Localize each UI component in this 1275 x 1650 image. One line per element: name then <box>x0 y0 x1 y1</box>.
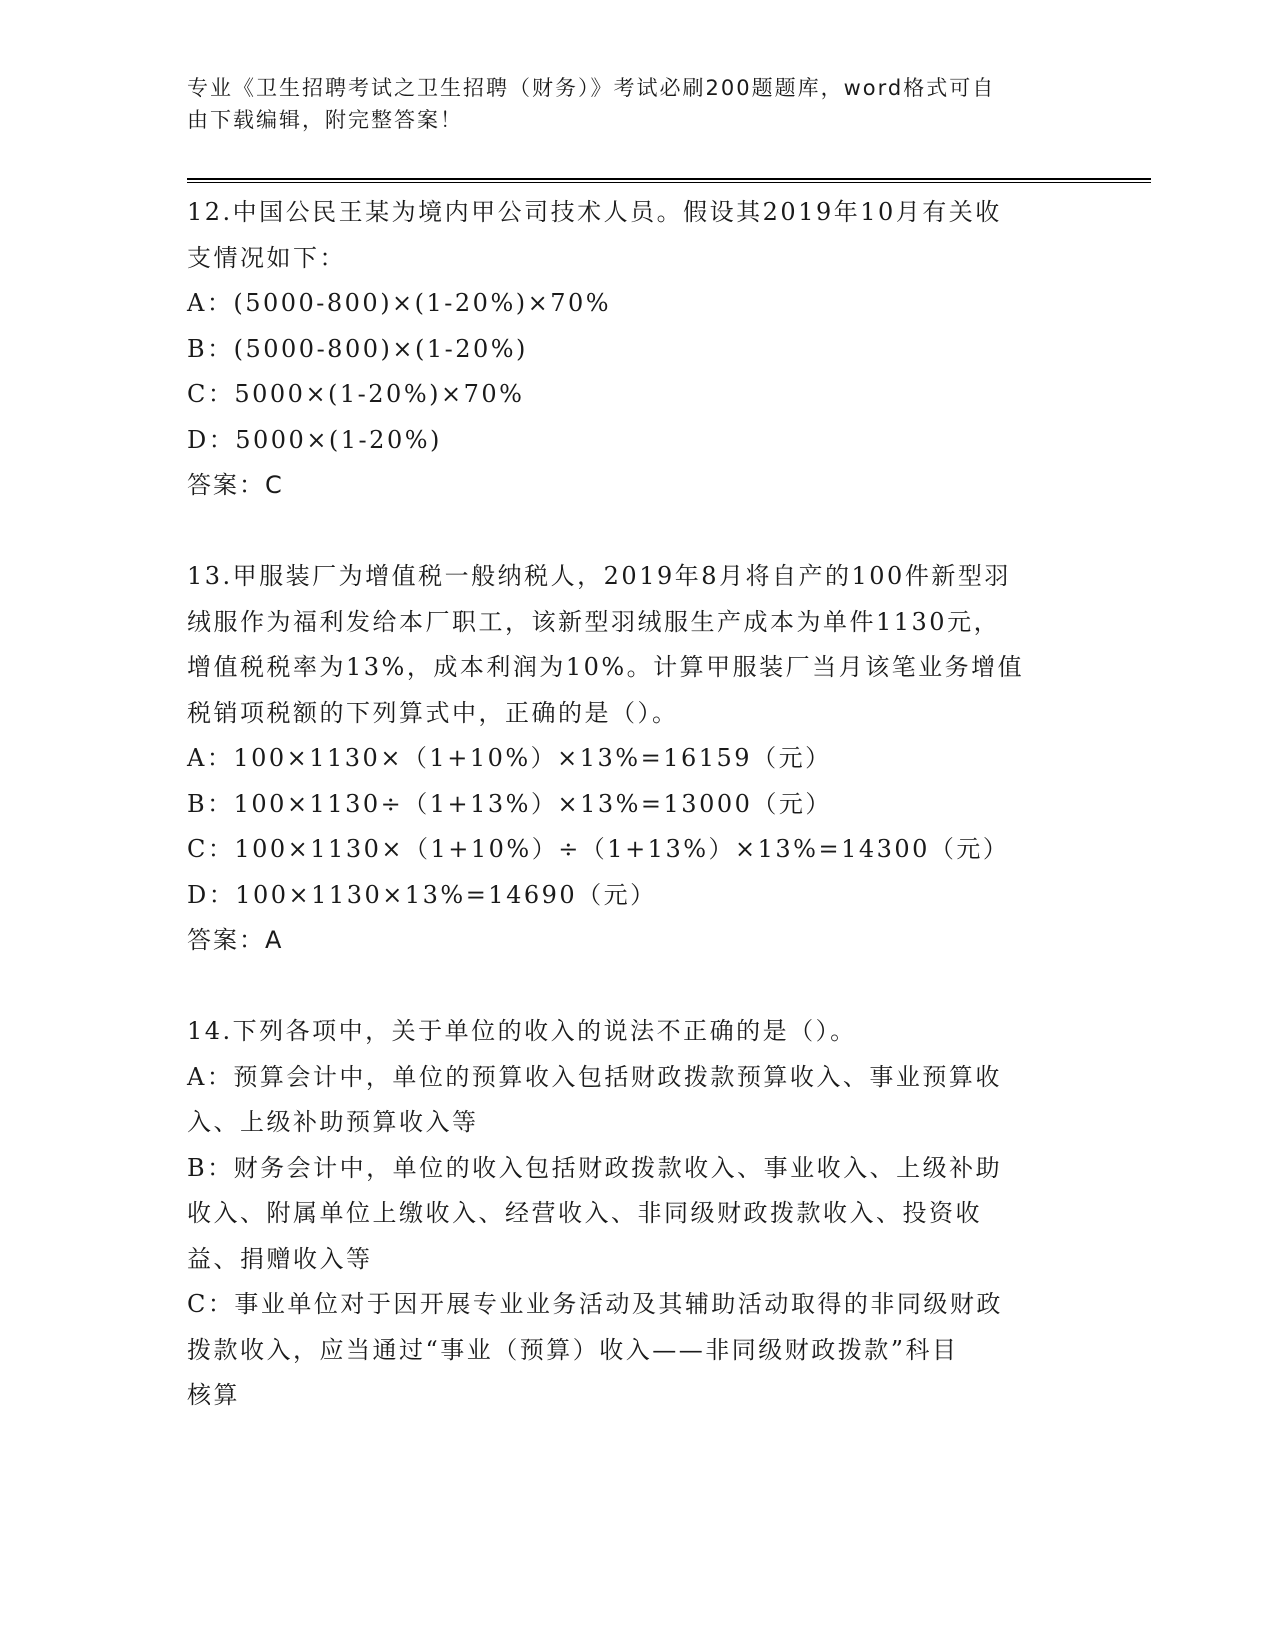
question-13-stem-3: 增值税税率为13%，成本利润为10%。计算甲服装厂当月该笔业务增值 <box>187 653 1025 681</box>
question-13-option-d: D：100×1130×13%=14690（元） <box>187 880 657 909</box>
header-divider-thin <box>187 182 1151 183</box>
question-gap <box>187 964 1087 1010</box>
question-14-option-a-line-2: 入、上级补助预算收入等 <box>187 1108 479 1136</box>
question-13-option-b: B：100×1130÷（1+13%）×13%=13000（元） <box>187 789 832 818</box>
question-14-option-c-line-2: 拨款收入，应当通过“事业（预算）收入——非同级财政拨款”科目 <box>187 1335 959 1364</box>
question-content <box>187 190 1087 1419</box>
header-divider-thick <box>187 178 1151 180</box>
header-line-1: 专业《卫生招聘考试之卫生招聘（财务）》考试必刷200题题库，word格式可自 <box>187 76 996 100</box>
question-13-stem-1: 13.甲服装厂为增值税一般纳税人，2019年8月将自产的100件新型羽 <box>187 562 1011 590</box>
question-13-option-a: A：100×1130×（1+10%）×13%=16159（元） <box>187 744 832 772</box>
question-14-stem-1: 14.下列各项中，关于单位的收入的说法不正确的是（）。 <box>187 1017 857 1045</box>
page-header <box>187 72 1067 136</box>
question-14-option-b-line-1: B：财务会计中，单位的收入包括财政拨款收入、事业收入、上级补助 <box>187 1153 1003 1182</box>
question-13-stem-4: 税销项税额的下列算式中，正确的是（）。 <box>187 698 679 727</box>
question-12-option-d: D：5000×(1-20%) <box>187 425 442 454</box>
question-13-stem-2: 绒服作为福利发给本厂职工，该新型羽绒服生产成本为单件1130元， <box>187 607 1001 636</box>
question-12 <box>187 190 1087 509</box>
question-14 <box>187 1009 1087 1419</box>
question-12-stem-2: 支情况如下： <box>187 243 346 272</box>
question-gap <box>187 509 1087 555</box>
question-12-option-a: A：(5000-800)×(1-20%)×70% <box>187 289 612 317</box>
question-12-stem-1: 12.中国公民王某为境内甲公司技术人员。假设其2019年10月有关收 <box>187 198 1002 226</box>
question-12-answer: 答案：C <box>187 471 284 499</box>
question-12-option-c: C：5000×(1-20%)×70% <box>187 380 525 408</box>
question-13 <box>187 554 1087 964</box>
question-14-option-c-line-1: C：事业单位对于因开展专业业务活动及其辅助活动取得的非同级财政 <box>187 1290 1003 1318</box>
question-12-option-b: B：(5000-800)×(1-20%) <box>187 334 528 363</box>
question-14-option-a-line-1: A：预算会计中，单位的预算收入包括财政拨款预算收入、事业预算收 <box>187 1062 1002 1091</box>
question-14-option-b-line-2: 收入、附属单位上缴收入、经营收入、非同级财政拨款收入、投资收 <box>187 1199 982 1227</box>
question-14-option-b-line-3: 益、捐赠收入等 <box>187 1244 373 1273</box>
question-14-option-c-line-3: 核算 <box>187 1381 240 1409</box>
header-line-2: 由下载编辑，附完整答案！ <box>187 108 463 132</box>
question-13-answer: 答案：A <box>187 926 284 954</box>
question-13-option-c: C：100×1130×（1+10%）÷（1+13%）×13%=14300（元） <box>187 835 1010 863</box>
